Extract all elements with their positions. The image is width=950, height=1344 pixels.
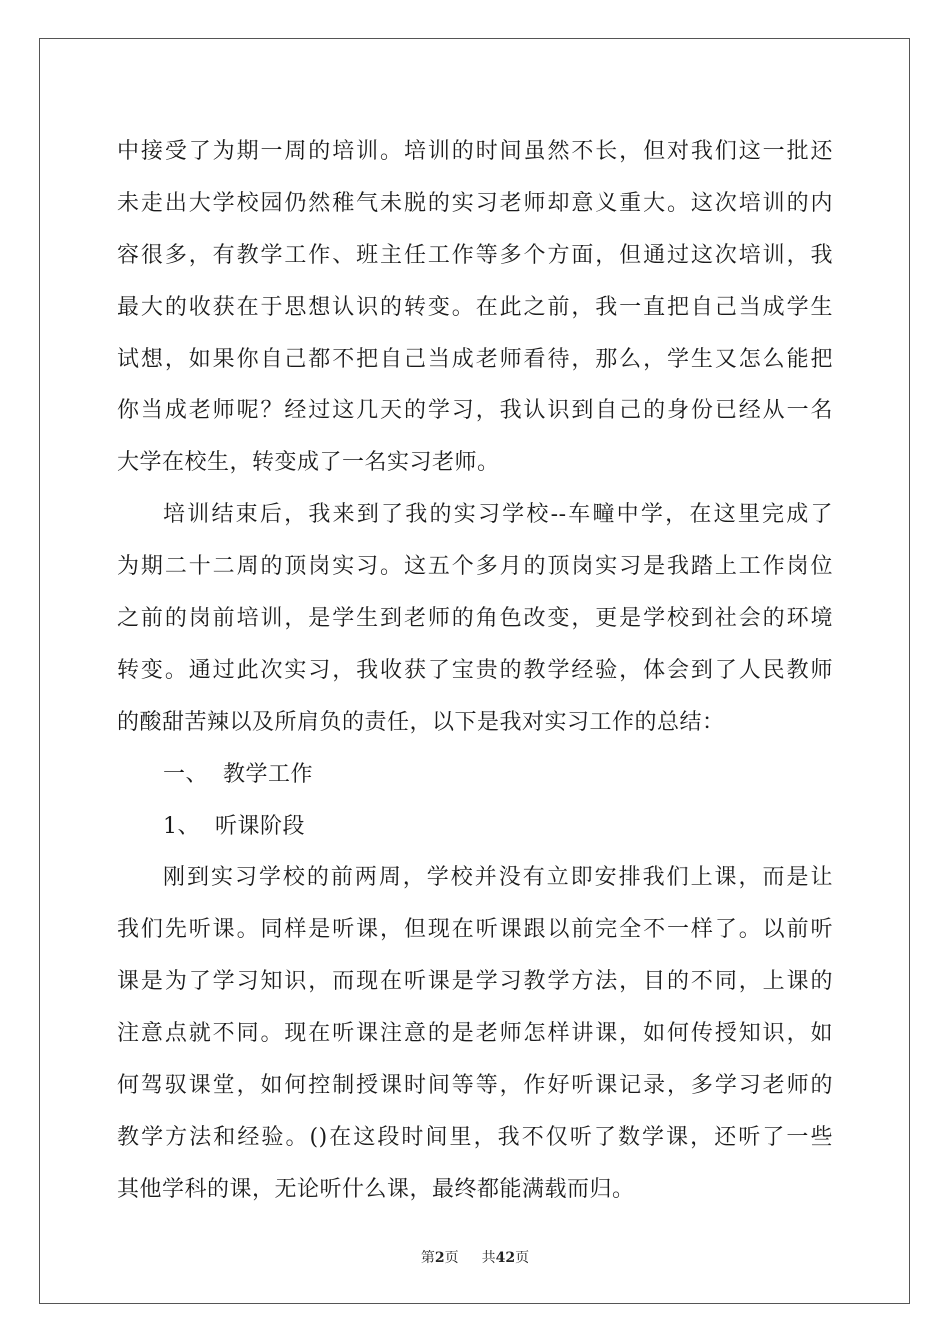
subsection-heading: 1、 听课阶段 <box>163 813 305 839</box>
text-line: 中接受了为期一周的培训。培训的时间虽然不长，但对我们这一批还 <box>117 139 833 164</box>
text-line: 转变。通过此次实习，我收获了宝贵的教学经验，体会到了人民教师 <box>117 657 833 683</box>
text-line: 大学在校生，转变成了一名实习老师。 <box>117 450 500 476</box>
text-line: 容很多，有教学工作、班主任工作等多个方面，但通过这次培训，我 <box>117 242 833 268</box>
text-line: 其他学科的课，无论听什么课，最终都能满载而归。 <box>117 1176 635 1202</box>
paragraph-start: 培训结束后，我来到了我的实习学校--车疃中学，在这里完成了 <box>163 502 833 528</box>
text-line: 试想，如果你自己都不把自己当成老师看待，那么，学生又怎么能把 <box>117 346 833 372</box>
page-prefix: 第 <box>420 1250 435 1266</box>
text-line: 我们先听课。同样是听课，但现在听课跟以前完全不一样了。以前听 <box>117 917 833 943</box>
text-line: 为期二十二周的顶岗实习。这五个多月的顶岗实习是我踏上工作岗位 <box>117 554 833 580</box>
section-heading: 一、 教学工作 <box>163 761 313 787</box>
text-line: 未走出大学校园仍然稚气未脱的实习老师却意义重大。这次培训的内 <box>117 190 833 216</box>
text-line: 的酸甜苦辣以及所肩负的责任，以下是我对实习工作的总结： <box>117 709 725 735</box>
total-pages: 42 <box>495 1250 516 1266</box>
total-suffix: 页 <box>515 1250 530 1266</box>
total-prefix: 共 <box>481 1250 496 1266</box>
page-number: 2 <box>434 1250 445 1266</box>
text-line: 你当成老师呢？经过这几天的学习，我认识到自己的身份已经从一名 <box>117 398 833 424</box>
document-body <box>117 126 833 1216</box>
paragraph-start: 刚到实习学校的前两周，学校并没有立即安排我们上课，而是让 <box>163 865 833 891</box>
text-line: 最大的收获在于思想认识的转变。在此之前，我一直把自己当成学生 <box>117 294 833 320</box>
text-line: 教学方法和经验。()在这段时间里，我不仅听了数学课，还听了一些 <box>117 1124 833 1150</box>
text-line: 课是为了学习知识，而现在听课是学习教学方法，目的不同，上课的 <box>117 969 833 995</box>
text-line: 之前的岗前培训，是学生到老师的角色改变，更是学校到社会的环境 <box>117 606 833 632</box>
page-footer <box>0 1247 950 1267</box>
text-line: 注意点就不同。现在听课注意的是老师怎样讲课，如何传授知识，如 <box>117 1021 833 1047</box>
text-line: 何驾驭课堂，如何控制授课时间等等，作好听课记录，多学习老师的 <box>117 1073 833 1099</box>
page-suffix: 页 <box>444 1250 459 1266</box>
